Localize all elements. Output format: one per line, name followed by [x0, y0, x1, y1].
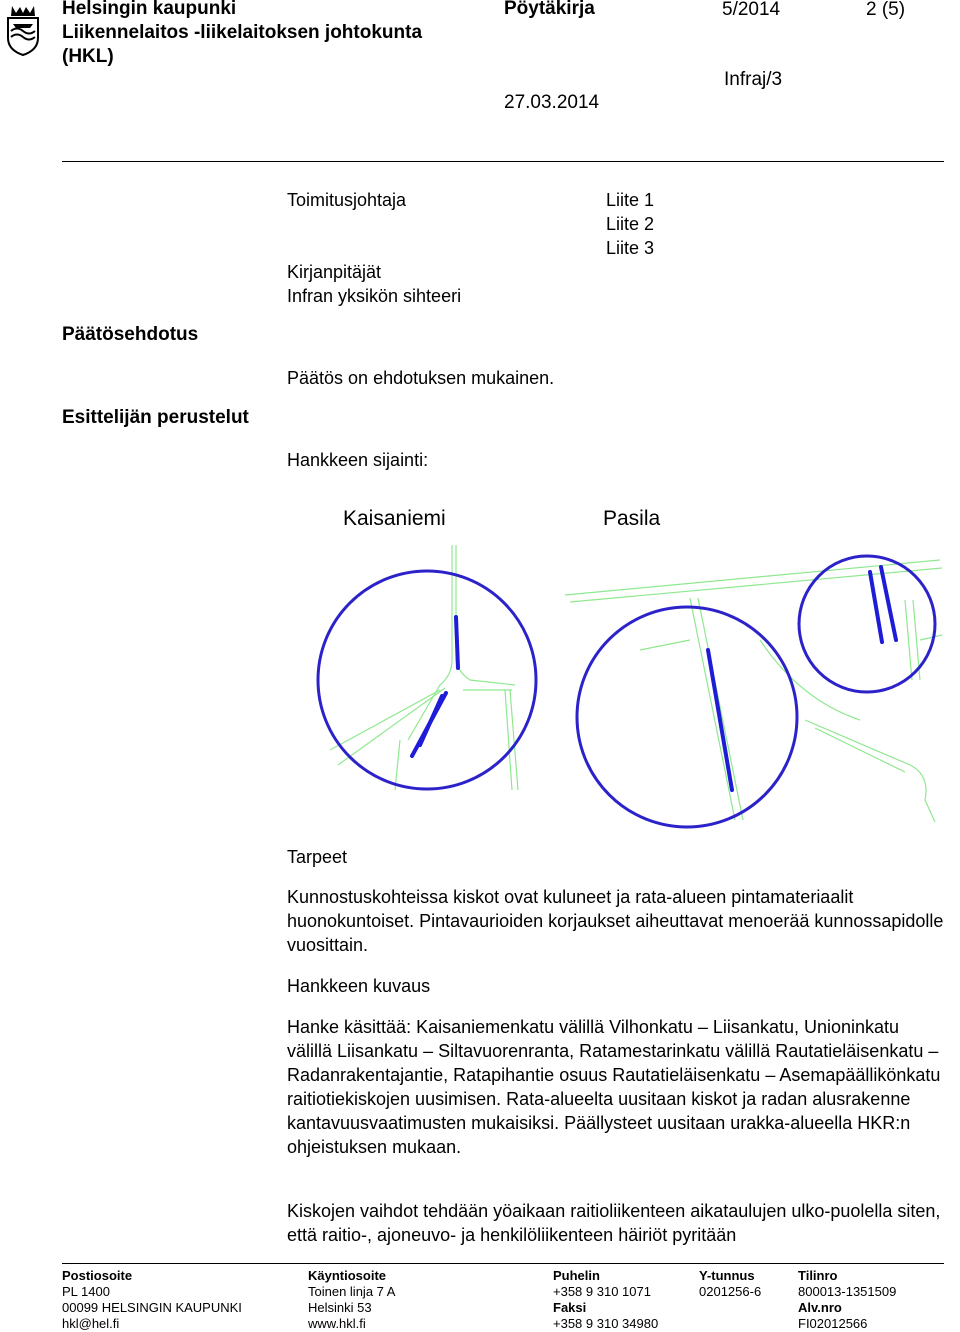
footer-vat-label: Alv.nro	[798, 1300, 842, 1315]
rationale-heading: Esittelijän perustelut	[62, 407, 249, 428]
footer-email: hkl@hel.fi	[62, 1316, 120, 1331]
footer-visit	[308, 1268, 395, 1332]
footer-fax-label: Faksi	[553, 1300, 587, 1315]
attachment-2: Liite 2	[606, 214, 655, 234]
footer-vat-number: FI02012566	[798, 1316, 868, 1331]
footer-postal-box: PL 1400	[62, 1284, 110, 1299]
footer-ytunnus-value: 0201256-6	[699, 1284, 762, 1299]
footer-account	[798, 1268, 896, 1332]
footer-fax-number: +358 9 310 34980	[553, 1316, 659, 1331]
description-heading: Hankkeen kuvaus	[287, 976, 431, 996]
header-rule	[62, 161, 944, 162]
recipient-ceo: Toimitusjohtaja	[287, 190, 407, 210]
project-location-map	[290, 530, 945, 830]
header-city: Helsingin kaupunki	[62, 0, 237, 19]
header-date: 27.03.2014	[504, 92, 600, 113]
footer-postal	[62, 1268, 242, 1332]
footer-rule	[62, 1263, 944, 1264]
header-board: Liikennelaitos -liikelaitoksen johtokunta	[62, 22, 423, 43]
header-abbr: (HKL)	[62, 46, 114, 67]
attachment-1: Liite 1	[606, 190, 655, 210]
recipient-accountants: Kirjanpitäjät	[287, 262, 382, 282]
recipient-secretary: Infran yksikön sihteeri	[287, 286, 462, 306]
proposal-text: Päätös on ehdotuksen mukainen.	[287, 368, 555, 388]
footer-phone-number: +358 9 310 1071	[553, 1284, 651, 1299]
description-paragraph-2: Kiskojen vaihdot tehdään yöaikaan raitioliikenteen aikataulujen ulko-puolella siten, että raitio-, ajoneuvo- ja henkilöliikenteen häiriöt pyritään	[287, 1201, 941, 1245]
footer-account-number: 800013-1351509	[798, 1284, 897, 1299]
footer-ytunnus-label: Y-tunnus	[699, 1268, 755, 1283]
header-doc-type: Pöytäkirja	[504, 0, 595, 19]
location-label: Hankkeen sijainti:	[287, 450, 429, 470]
footer-visit-label: Käyntiosoite	[308, 1268, 387, 1283]
footer-phone	[553, 1268, 658, 1332]
map-label-kaisaniemi: Kaisaniemi	[343, 507, 446, 530]
needs-text: Kunnostuskohteissa kiskot ovat kuluneet ja rata-alueen pintamateriaalit huonokuntoiset. Pintavaurioiden korjaukset aiheuttavat menoerää kunnossapidolle vuosittain.	[287, 887, 944, 955]
header-page: 2 (5)	[866, 0, 906, 20]
proposal-heading: Päätösehdotus	[62, 324, 199, 345]
header-section: Infraj/3	[724, 69, 783, 90]
description-paragraph-1: Hanke käsittää: Kaisaniemenkatu välillä Vilhonkatu – Liisankatu, Unioninkatu välillä Liisankatu – Siltavuorenranta, Ratamestarinkatu välillä Rautatieläisenkatu – Radanrakentajantie, Ratapihantie osuus Rautatieläisenkatu – Asemapäällikönkatu raitiotiekiskojen uusimisen. Rata-alueelta uusitaan kiskot ja radan alusrakenne kantavuusvaatimusten mukaisiksi. Päällysteet uusitaan urakka-alueella HKR:n ohjeistuksen mukaan.	[287, 1017, 941, 1157]
needs-heading: Tarpeet	[287, 847, 348, 867]
footer-phone-label: Puhelin	[553, 1268, 600, 1283]
footer-website: www.hkl.fi	[308, 1316, 366, 1331]
footer-account-label: Tilinro	[798, 1268, 838, 1283]
footer-ytunnus	[699, 1268, 761, 1300]
helsinki-crest-logo	[2, 4, 44, 56]
footer-postal-label: Postiosoite	[62, 1268, 133, 1283]
footer-visit-city: Helsinki 53	[308, 1300, 372, 1315]
header-number: 5/2014	[722, 0, 781, 20]
footer-visit-street: Toinen linja 7 A	[308, 1284, 396, 1299]
footer-postal-code: 00099 HELSINGIN KAUPUNKI	[62, 1300, 242, 1315]
attachment-3: Liite 3	[606, 238, 655, 258]
map-label-pasila: Pasila	[603, 507, 661, 530]
